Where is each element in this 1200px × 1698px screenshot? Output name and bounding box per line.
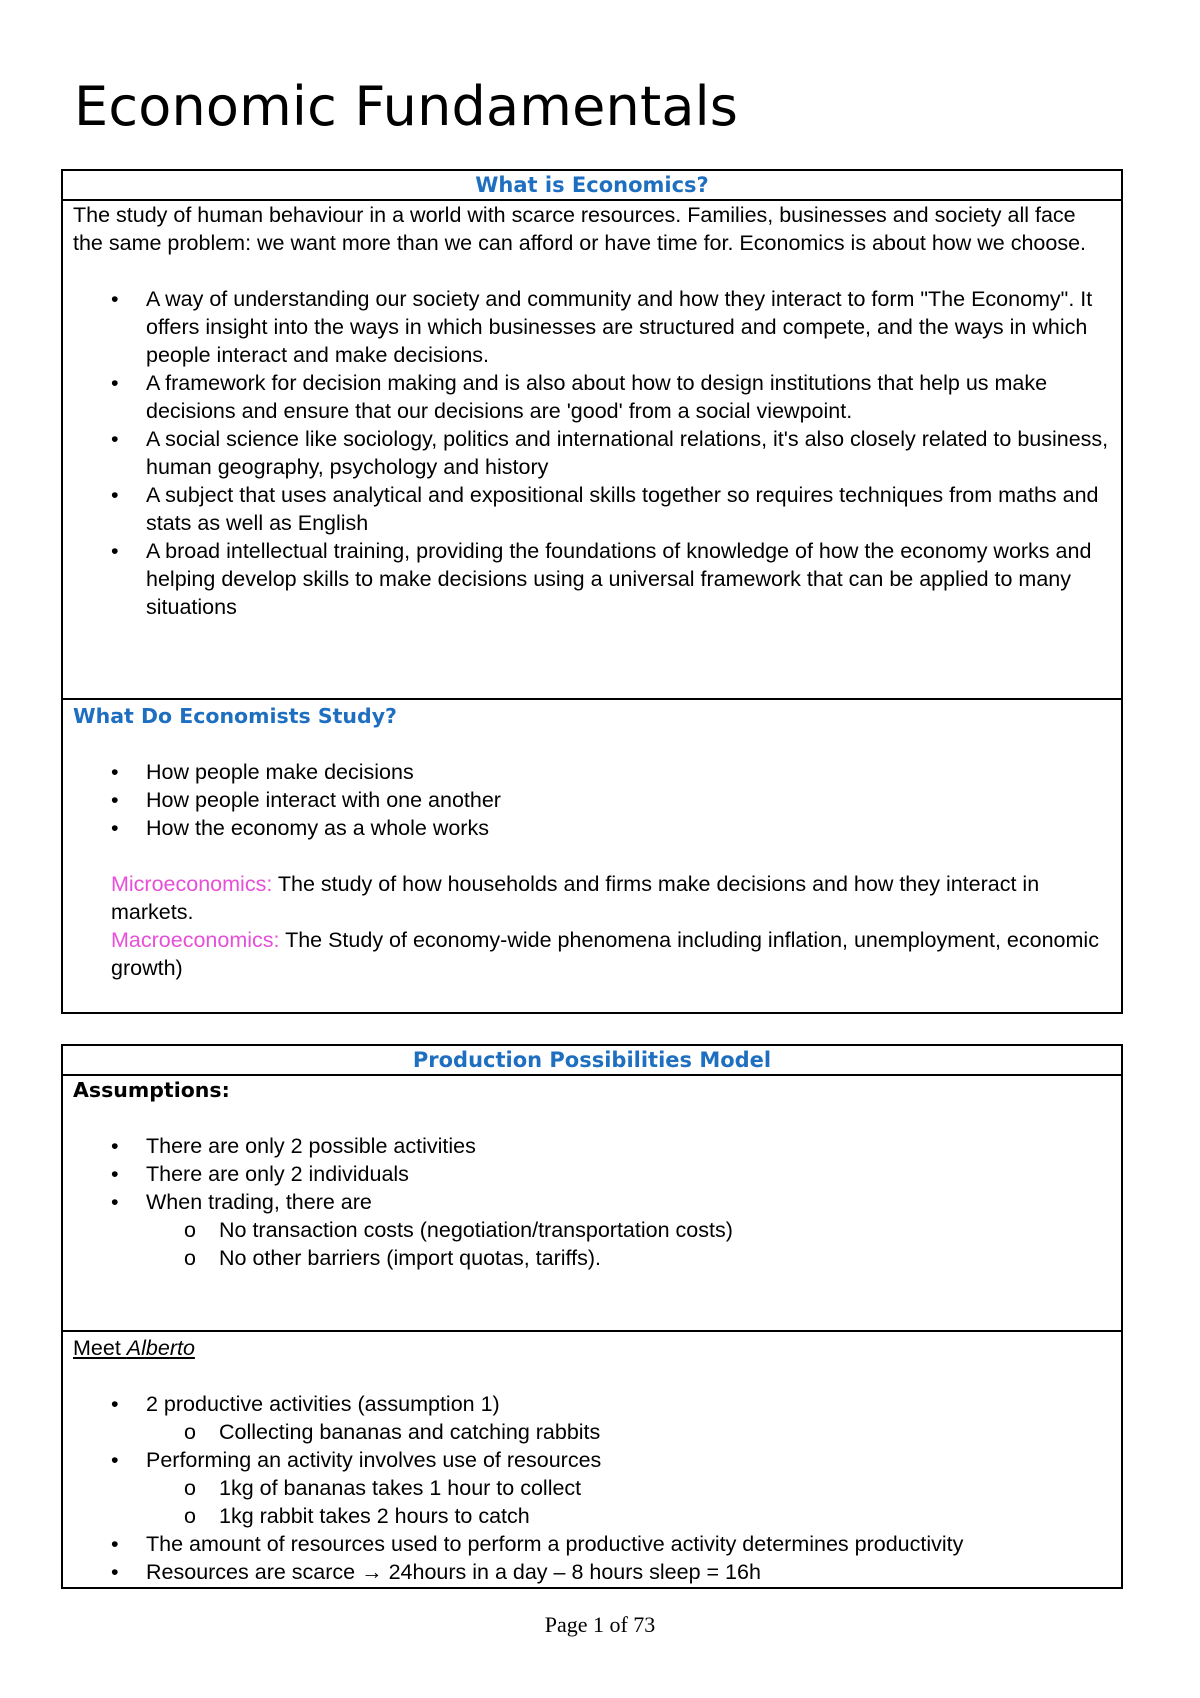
what-is-bullet-list [73, 285, 1111, 621]
list-item [73, 1188, 1111, 1272]
assumptions-label: Assumptions: [73, 1078, 230, 1102]
meet-alberto-section [63, 1330, 1121, 1587]
alberto-name: Alberto [126, 1336, 195, 1360]
macroeconomics-term: Macroeconomics: [111, 928, 280, 952]
list-item-text: 2 productive activities (assumption 1) [146, 1392, 500, 1416]
arrow-icon: → [361, 1560, 383, 1584]
list-item [73, 1446, 1111, 1530]
sub-list-item: o No other barriers (import quotas, tariffs). [146, 1244, 1111, 1272]
what-is-intro: The study of human behaviour in a world with scarce resources. Families, businesses and society all face the same problem: we want more than we can afford or have time for. Economics is about how we choose. [73, 203, 1087, 255]
meet-label: Meet [73, 1336, 127, 1360]
list-item-text: 24hours in a day – 8 hours sleep = 16h [382, 1560, 761, 1584]
sub-list [73, 1216, 1111, 1272]
list-item-text: Resources are scarce [146, 1560, 362, 1584]
what-is-economics-header: What is Economics? [63, 171, 1121, 201]
list-item: • There are only 2 possible activities [73, 1132, 1111, 1160]
list-item [73, 1558, 1111, 1586]
sub-list-item: o 1kg rabbit takes 2 hours to catch [146, 1502, 1111, 1530]
list-item: • A subject that uses analytical and expositional skills together so requires techniques from maths and stats as well as English [73, 481, 1111, 537]
list-item: • A way of understanding our society and community and how they interact to form "The Economy". It offers insight into the ways in which businesses are structured and compete, and the ways in which people interact and make decisions. [73, 285, 1111, 369]
sub-list-item: o Collecting bananas and catching rabbits [146, 1418, 1111, 1446]
list-item: • How people make decisions [73, 758, 1111, 786]
document-title: Economic Fundamentals [74, 75, 739, 138]
meet-alberto-heading [73, 1334, 1111, 1362]
sub-list-item: o 1kg of bananas takes 1 hour to collect [146, 1474, 1111, 1502]
microeconomics-text: The study of how households and firms make decisions and how they interact in markets. [111, 872, 1040, 924]
list-item: • The amount of resources used to perform a productive activity determines productivity [73, 1530, 1111, 1558]
macroeconomics-text: The Study of economy-wide phenomena including inflation, unemployment, economic growth) [111, 928, 1099, 980]
list-item: • A broad intellectual training, providing the foundations of knowledge of how the economy works and helping develop skills to make decisions using a universal framework that can be applied to many situations [73, 537, 1111, 621]
list-item: • A social science like sociology, politics and international relations, it's also closely related to business, human geography, psychology and history [73, 425, 1111, 481]
what-economists-study-section [63, 698, 1121, 1012]
what-economists-study-header: What Do Economists Study? [73, 704, 397, 728]
list-item: • How people interact with one another [73, 786, 1111, 814]
sub-list [73, 1474, 1111, 1530]
list-item-text: Performing an activity involves use of resources [146, 1448, 602, 1472]
study-bullet-list [73, 758, 1111, 842]
list-item: • A framework for decision making and is also about how to design institutions that help us make decisions and ensure that our decisions are 'good' from a social viewpoint. [73, 369, 1111, 425]
sub-list-item: o No transaction costs (negotiation/transportation costs) [146, 1216, 1111, 1244]
list-item: • There are only 2 individuals [73, 1160, 1111, 1188]
list-item [73, 1390, 1111, 1446]
alberto-list [73, 1390, 1111, 1586]
production-possibilities-section [63, 1046, 1121, 1330]
economics-box [61, 169, 1123, 1014]
production-possibilities-box [61, 1044, 1123, 1589]
assumptions-list [73, 1132, 1111, 1272]
list-item: • How the economy as a whole works [73, 814, 1111, 842]
microeconomics-definition [73, 870, 1111, 926]
sub-list [73, 1418, 1111, 1446]
list-item-text: When trading, there are [146, 1190, 372, 1214]
microeconomics-term: Microeconomics: [111, 872, 273, 896]
what-is-economics-section [63, 171, 1121, 698]
page-number: Page 1 of 73 [544, 1612, 656, 1637]
production-possibilities-header: Production Possibilities Model [63, 1046, 1121, 1076]
macroeconomics-definition [73, 926, 1111, 982]
